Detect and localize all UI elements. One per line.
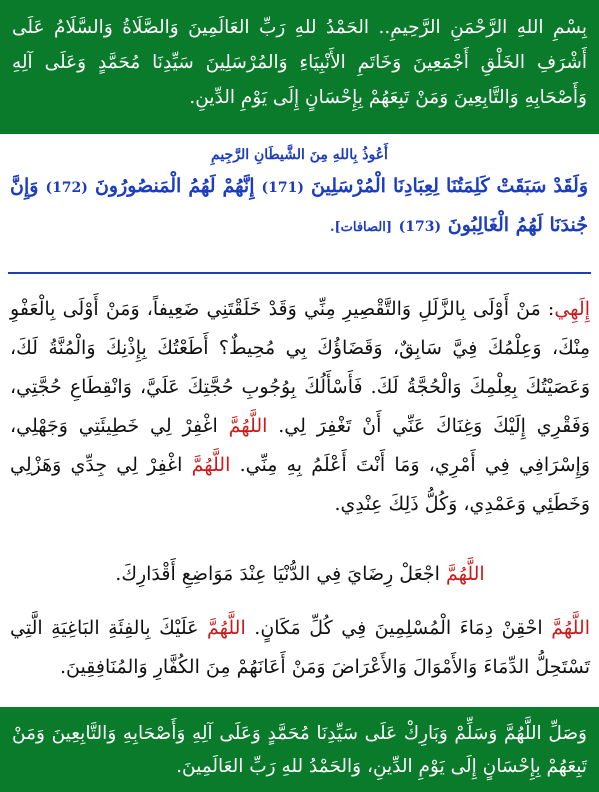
verse-part-2: إِنَّهُمْ لَهُمُ الْمَنصُورُونَ bbox=[94, 175, 255, 197]
verse-part-1: وَلَقَدْ سَبَقَتْ كَلِمَتُنَا لِعِبَادِنَا الْمُرْسَلِينَ bbox=[311, 175, 589, 197]
istiadha-line: أَعُوذُ بِاللهِ مِنَ الشَّيطَانِ الرَّجِيمِ bbox=[211, 147, 388, 163]
dua-main-text-1: : مَنْ أَوْلَى بِالزَّلَلِ وَالتَّقْصِيرِ مِنِّي وَقَدْ خَلَقْتَنِي ضَعِيفاً، وَمَنْ أَوْلَى بِالْعَفْوِ مِنْكَ، وَعِلْمُكَ فِيَّ سَابِقٌ، وَقَضَاؤُكَ بِي مُحِيطٌ؟ أَطَعْتُكَ بِإِذْنِكَ وَالْمُنَّةُ لَكَ، وَعَصَيْتُكَ بِعِلْمِكَ وَالْحُجَّةُ لَكَ. فَأَسْأَلُكَ بِوُجُوبِ حُجَّتِكَ عَلَيَّ، وَانْقِطَاعِ حُجَّتِي، وَفَقْرِي إِلَيْكَ وَغِنَاكَ عَنِّي أَنْ تَغْفِرَ لِي. bbox=[10, 298, 591, 437]
allahumma-word: اللَّهُمَّ bbox=[551, 617, 590, 639]
header-text: بِسْمِ اللهِ الرَّحْمَنِ الرَّحِيمِ.. الحَمْدُ للهِ رَبِّ العَالَمِينَ وَالصَّلَاةُ وَالسَّلَامُ عَلَى أَشْرَفِ الخَلْقِ أَجْمَعِينَ وَخَاتَمِ الأَنْبِيَاءِ وَالمُرْسَلِينَ سَيِّدِنَا مُحَمَّدٍ وَعَلَى آلِهِ وَأَصْحَابِهِ وَالتَّابِعِينَ وَمَنْ تَبِعَهُمْ بِإِحْسَانٍ إِلَى يَوْمِ الدِّينِ. bbox=[12, 17, 587, 108]
footer-box bbox=[0, 707, 599, 792]
dua-third-text-2: عَلَيْكَ بِالفِئَةِ البَاغِيَةِ الَّتِي تَسْتَحِلُّ الدِّمَاءَ وَالأَمْوَالَ وَالأَعْرَاضَ وَمَنْ أَعَانَهُمْ مِنَ الكُفَّارِ وَالمُنَافِقِينَ. bbox=[10, 617, 590, 678]
dua-main-text-3: اغْفِرْ لِي جِدِّي وَهَزْلِي وَخَطَئِي وَعَمْدِي، وَكُلُّ ذَلِكَ عِنْدِي. bbox=[10, 454, 590, 515]
dua-second-text: اجْعَلْ رِضَايَ فِي الدُّنْيَا عِنْدَ مَوَاضِعِ أَقْدَارِكَ. bbox=[115, 563, 440, 585]
dua-main bbox=[10, 290, 590, 524]
allahumma-word: اللَّهُمَّ bbox=[191, 454, 231, 476]
ayah-number-171: (171) bbox=[261, 180, 304, 196]
allahumma-word: اللَّهُمَّ bbox=[445, 563, 485, 585]
dua-third bbox=[10, 609, 590, 687]
verse-part-3: وَإِنَّ جُندَنَا لَهُمُ الْغَالِبُونَ bbox=[10, 175, 588, 236]
section-divider bbox=[8, 272, 591, 274]
ayah-number-173: (173) bbox=[398, 219, 442, 235]
surah-reference: [الصافات]. bbox=[329, 220, 392, 235]
allahumma-word: اللَّهُمَّ bbox=[206, 617, 246, 639]
footer-text: وَصَلِّ اللَّهُمَّ وَسَلِّمْ وَبَارِكْ عَلَى سَيِّدِنَا مُحَمَّدٍ وَعَلَى آلِهِ وَأَصْحَابِهِ وَالتَّابِعِينَ وَمَنْ تَبِعَهُمْ بِإِحْسَانٍ إِلَى يَوْمِ الدِّينِ، وَالحَمْدُ للهِ رَبِّ العَالَمِينَ. bbox=[12, 723, 587, 777]
quran-verse bbox=[10, 168, 588, 246]
ilahi-word: إِلَهِي bbox=[554, 298, 590, 320]
ayah-number-172: (172) bbox=[45, 180, 88, 196]
dua-main-text-2: اغْفِرْ لِي خَطِيئَتِي وَجَهْلِي، وَإِسْرَافِي فِي أَمْرِي، وَمَا أَنْتَ أَعْلَمُ بِهِ مِنِّي. bbox=[10, 415, 591, 476]
dua-third-text-1: احْقِنْ دِمَاءَ الْمُسْلِمِينَ فِي كُلِّ مَكَانٍ. bbox=[254, 617, 543, 639]
header-box bbox=[0, 0, 599, 137]
dua-second bbox=[10, 555, 590, 594]
allahumma-word: اللَّهُمَّ bbox=[228, 415, 268, 437]
